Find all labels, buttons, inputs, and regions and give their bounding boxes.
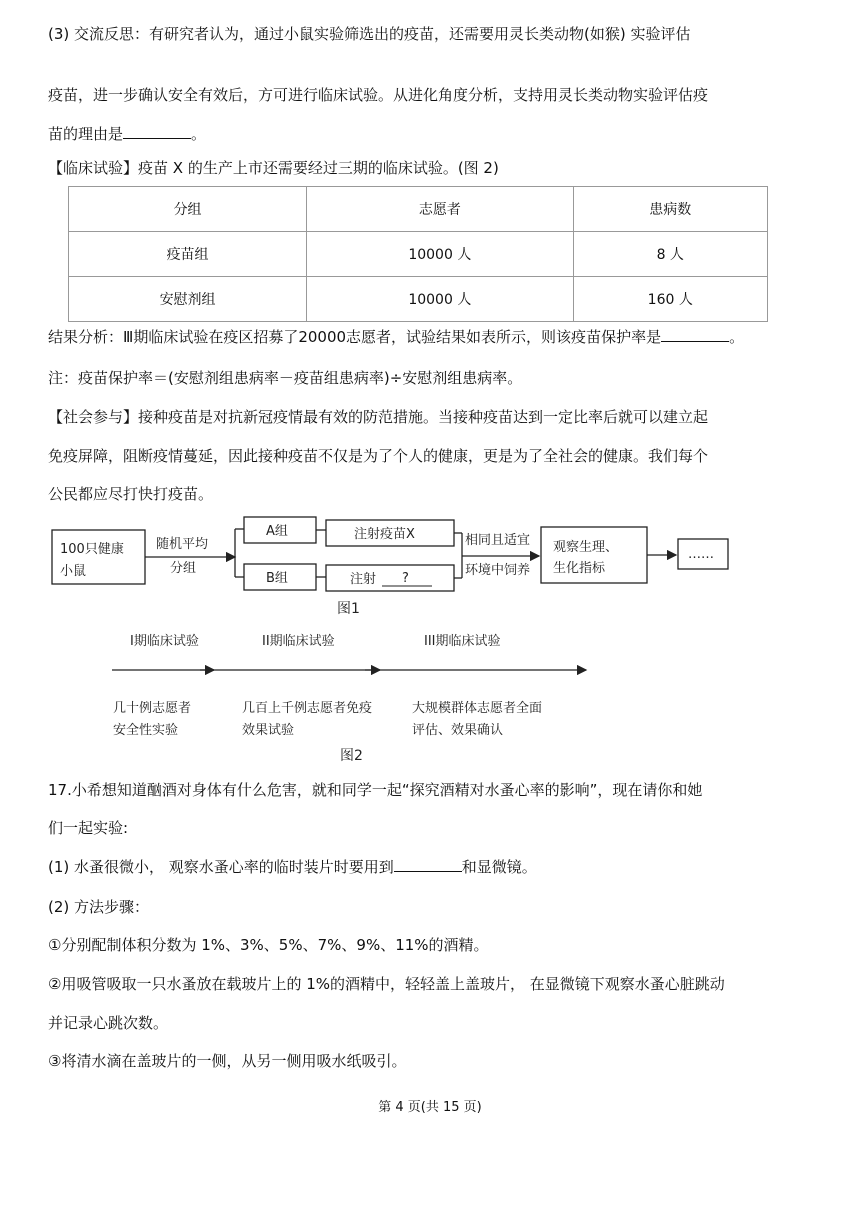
table-cell: 8 人 [573, 232, 767, 277]
group-a-label: A组 [266, 524, 288, 539]
phase2-desc-2: 效果试验 [242, 723, 295, 738]
mice-label-2: 小鼠 [60, 564, 87, 579]
split-label-1: 随机平均 [156, 537, 209, 552]
phase3-label: III期临床试验 [424, 634, 501, 649]
phase2-desc-1: 几百上千例志愿者免疫 [242, 701, 373, 716]
fig2-caption: 图2 [340, 748, 363, 764]
inject-a-label: 注射疫苗X [354, 527, 415, 542]
observe-label-2: 生化指标 [553, 561, 606, 576]
clinical-intro: 【临床试验】疫苗 X 的生产上市还需要经过三期的临床试验。(图 2) [48, 159, 499, 177]
result-end: 。 [729, 328, 745, 346]
split-label-2: 分组 [170, 561, 197, 576]
fig1-caption: 图1 [337, 601, 360, 617]
q17-step1-end: 和显微镜。 [461, 858, 537, 876]
table-header-cell: 志愿者 [307, 187, 573, 232]
p3-line-3-end: 。 [191, 125, 207, 143]
question-mark: ? [402, 571, 409, 586]
table-cell: 10000 人 [307, 232, 573, 277]
phase2-label: II期临床试验 [262, 634, 335, 649]
p3-line-3-text: 苗的理由是 [48, 125, 124, 143]
group-b-label: B组 [266, 571, 288, 586]
q17-step1-line [48, 857, 537, 877]
inject-b-label: 注射 [350, 572, 377, 587]
p3-line-1: (3) 交流反思：有研究者认为，通过小鼠实验筛选出的疫苗，还需要用灵长类动物(如猴) 实验评估 [48, 25, 691, 43]
ellipsis-label: …… [688, 547, 714, 562]
result-text: 结果分析：Ⅲ期临床试验在疫区招募了20000志愿者，试验结果如表所示，则该疫苗保护率是 [48, 328, 662, 346]
env-label-1: 相同且适宜 [465, 533, 531, 548]
phase1-desc-2: 安全性实验 [113, 723, 179, 738]
social-line-1: 【社会参与】接种疫苗是对抗新冠疫情最有效的防范措施。当接种疫苗达到一定比率后就可以建立起 [48, 408, 709, 426]
phase1-desc-1: 几十例志愿者 [113, 701, 192, 716]
page-footer: 第 4 页(共 15 页) [378, 1100, 482, 1115]
answer-blank [394, 857, 462, 872]
table-cell: 疫苗组 [69, 232, 307, 277]
q17-line-2: 们一起实验: [48, 819, 129, 837]
table-header-cell: 分组 [69, 187, 307, 232]
mice-label-1: 100只健康 [60, 542, 124, 557]
social-line-2: 免疫屏障，阻断疫情蔓延，因此接种疫苗不仅是为了个人的健康，更是为了全社会的健康。我们每个 [48, 447, 709, 465]
observe-label-1: 观察生理、 [553, 540, 619, 555]
phase1-label: I期临床试验 [130, 634, 199, 649]
q17-step1-text: (1) 水蚤很微小， 观察水蚤心率的临时装片时要用到 [48, 858, 394, 876]
q17-substep-2-line-1: ②用吸管吸取一只水蚤放在载玻片上的 1%的酒精中，轻轻盖上盖玻片， 在显微镜下观察水蚤心脏跳动 [48, 975, 725, 993]
note-line: 注：疫苗保护率＝(安慰剂组患病率－疫苗组患病率)÷安慰剂组患病率。 [48, 369, 523, 387]
q17-step2-heading: (2) 方法步骤： [48, 898, 150, 916]
q17-substep-1: ①分别配制体积分数为 1%、3%、5%、7%、9%、11%的酒精。 [48, 936, 489, 954]
env-label-2: 环境中饲养 [465, 563, 531, 578]
p3-line-2: 疫苗，进一步确认安全有效后，方可进行临床试验。从进化角度分析，支持用灵长类动物实验评估疫 [48, 86, 709, 104]
table-cell: 160 人 [573, 277, 767, 322]
phase3-desc-2: 评估、效果确认 [412, 723, 504, 738]
table-cell: 10000 人 [307, 277, 573, 322]
inject-b-box [326, 565, 454, 591]
table-header-cell: 患病数 [573, 187, 767, 232]
table-cell: 安慰剂组 [69, 277, 307, 322]
q17-line-1: 17.小希想知道酗酒对身体有什么危害，就和同学一起“探究酒精对水蚤心率的影响”，现在请你和她 [48, 781, 703, 799]
q17-substep-3: ③将清水滴在盖玻片的一侧，从另一侧用吸水纸吸引。 [48, 1052, 407, 1070]
phase3-desc-1: 大规模群体志愿者全面 [412, 701, 543, 716]
social-line-3: 公民都应尽打快打疫苗。 [48, 485, 214, 503]
q17-substep-2-line-2: 并记录心跳次数。 [48, 1014, 169, 1032]
